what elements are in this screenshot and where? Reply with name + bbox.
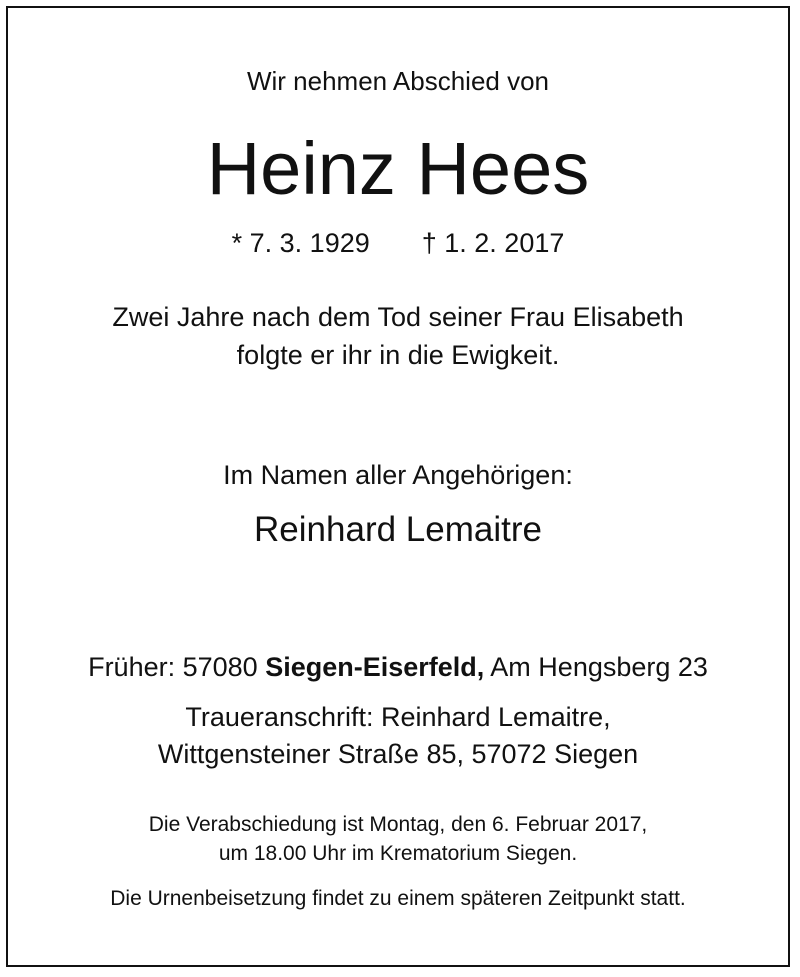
birth-date: * 7. 3. 1929 <box>231 228 370 258</box>
signoff-name: Reinhard Lemaitre <box>254 510 542 549</box>
obituary-notice <box>6 6 790 967</box>
former-address-prefix: Früher: 57080 <box>88 652 258 682</box>
death-date: † 1. 2. 2017 <box>421 228 565 258</box>
tribute-line-1: Zwei Jahre nach dem Tod seiner Frau Elisabeth <box>112 302 684 332</box>
mourning-address-line-1: Traueranschrift: Reinhard Lemaitre, <box>185 702 611 732</box>
farewell-line-2: um 18.00 Uhr im Krematorium Siegen. <box>218 842 578 865</box>
former-address <box>8 654 788 681</box>
former-address-place: Siegen-Eiserfeld, <box>265 652 485 682</box>
intro-text: Wir nehmen Abschied von <box>246 66 550 96</box>
former-address-street: Am Hengsberg 23 <box>490 652 708 682</box>
deceased-name: Heinz Hees <box>206 127 590 210</box>
tribute-line-2: folgte er ihr in die Ewigkeit. <box>236 340 560 370</box>
life-dates <box>8 230 788 257</box>
farewell-line-1: Die Verabschiedung ist Montag, den 6. Februar 2017, <box>148 813 648 836</box>
signoff-label: Im Namen aller Angehörigen: <box>223 460 573 490</box>
urn-burial-line: Die Urnenbeisetzung findet zu einem späteren Zeitpunkt statt. <box>110 887 686 910</box>
mourning-address-line-2: Wittgensteiner Straße 85, 57072 Siegen <box>157 739 639 769</box>
